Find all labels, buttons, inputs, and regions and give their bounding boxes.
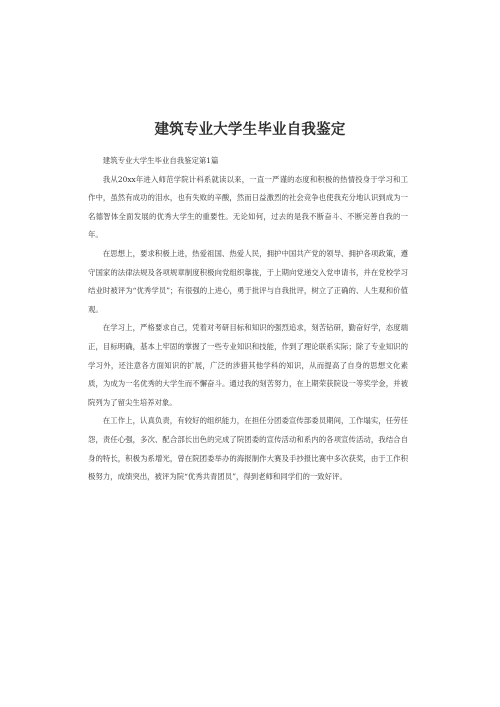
paragraph-intro: 我从20xx年进入师范学院计科系就读以来，一直一严谨的态度和积极的热情投身于学习和工作中，虽然有成功的泪水，也有失败的辛酸，然而日益激烈的社会竞争也使我充分地认识到成为一名德智体全面发展的优秀大学生的重要性。无论如何，过去的是我不断奋斗、不断完善自我的一年。: [88, 174, 408, 240]
document-body: [88, 152, 408, 487]
paragraph-study: 在学习上，严格要求自己，凭着对考研目标和知识的强烈追求，刻苦钻研，勤奋好学，态度端正，目标明确，基本上牢固的掌握了一些专业知识和技能，作到了理论联系实际；除了专业知识的学习外，还注意各方面知识的扩展，广泛的涉猎其他学科的知识，从而提高了自身的思想文化素质，为成为一名优秀的大学生而不懈奋斗。通过我的刻苦努力，在上期荣获院设一等奖学金，并被院列为了留尖生培养对象。: [88, 323, 408, 407]
document-title: 建筑专业大学生毕业自我鉴定: [154, 122, 346, 138]
document-subtitle: 建筑专业大学生毕业自我鉴定第1篇: [102, 156, 219, 165]
paragraph-thought: 在思想上，要求积极上进，热爱祖国、热爱人民，拥护中国共产党的领导、拥护各项政策，遵守国家的法律法规及各项规章制度积极向党组织靠拢，于上期向党递交入党申请书，并在党校学习结业时被评为“优秀学员”；有很强的上进心，勇于批评与自我批评，树立了正确的、人生观和价值观。: [88, 248, 408, 314]
paragraph-work: 在工作上，认真负责，有较好的组织能力，在担任分团委宣传部委员期间，工作塌实，任劳任怨，责任心强，多次、配合部长出色的完成了院团委的宣传活动和系内的各项宣传活动，我结合自身的特长，积极为系增光，曾在院团委举办的海报制作大赛及手抄报比赛中多次获奖，由于工作积极努力，成绩突出，被评为院“优秀共青团员”，得到老师和同学们的一致好评。: [88, 416, 408, 482]
